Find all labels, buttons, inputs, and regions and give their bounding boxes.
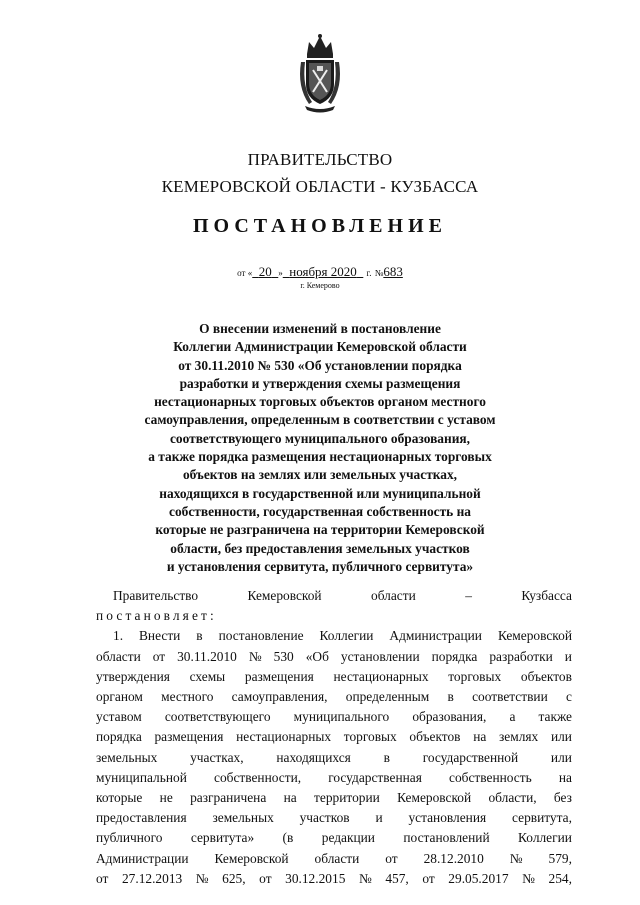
paragraph-line: порядка размещения нестационарных торговых объектов на землях или (96, 729, 572, 745)
paragraph-line: от 27.12.2013 № 625, от 30.12.2015 № 457, от 29.05.2017 № 254, (96, 870, 572, 886)
document-type-heading: ПОСТАНОВЛЕНИЕ (193, 215, 447, 237)
date-line (0, 264, 640, 280)
number-sign: № (374, 268, 384, 278)
date-from: от « (237, 268, 253, 278)
subject-line: разработки и утверждения схемы размещения (179, 375, 461, 391)
date-day: 20 (258, 264, 272, 279)
paragraph-line: земельных участках, находящихся в государственной или (96, 749, 572, 765)
document-body (96, 586, 572, 889)
paragraph-line: которые не разграничена на территории Кемеровской области, без (96, 790, 572, 806)
government-title-line2: КЕМЕРОВСКОЙ ОБЛАСТИ - КУЗБАССА (161, 177, 479, 196)
paragraph-line: области от 30.11.2010 № 530 «Об установлении порядка разработки и (96, 648, 572, 664)
date-close-quote: » (278, 268, 283, 278)
paragraph-line: Администрации Кемеровской области от 28.12.2010 № 579, (96, 850, 572, 866)
paragraph-1 (96, 626, 572, 889)
subject-line: О внесении изменений в постановление (199, 321, 441, 336)
paragraph-line: 1. Внести в постановление Коллегии Администрации Кемеровской (113, 628, 572, 644)
subject-line: самоуправления, определенным в соответствии с уставом (144, 412, 496, 428)
paragraph-line: уставом соответствующего муниципального образования, а также (96, 709, 572, 725)
subject-line: от 30.11.2010 № 530 «Об установлении порядка (178, 357, 462, 373)
coat-of-arms (297, 32, 343, 114)
subject-line: и установления сервитута, публичного сервитута» (166, 558, 474, 574)
date-month-year: ноября 2020 (289, 264, 357, 279)
subject-line: которые не разграничена на территории Кемеровской (155, 522, 485, 538)
subject-line: собственности, государственная собственность на (169, 503, 471, 519)
subject-line: соответствующего муниципального образования, (169, 430, 471, 446)
paragraph-line: утверждения схемы размещения нестационарных торговых объектов (96, 668, 572, 684)
subject-line: а также порядка размещения нестационарных торговых (148, 449, 492, 465)
document-subject (100, 320, 540, 576)
intro-line: Правительство Кемеровской области – Кузбасса (113, 588, 572, 603)
subject-line: области, без предоставления земельных участков (170, 540, 470, 556)
resolves-word: постановляет: (96, 608, 217, 624)
government-title-line1: ПРАВИТЕЛЬСТВО (247, 150, 393, 169)
subject-line: объектов на землях или земельных участках, (182, 467, 458, 483)
subject-line: Коллегии Администрации Кемеровской области (173, 339, 467, 355)
kemerovo-coat-of-arms-icon (297, 32, 343, 114)
paragraph-line: органом местного самоуправления, определенным в соответствии с (96, 689, 572, 705)
city-label: г. Кемерово (300, 281, 340, 290)
subject-line: находящихся в государственной или муниципальной (159, 485, 481, 501)
subject-line: нестационарных торговых объектов органом местного (154, 394, 486, 410)
paragraph-line: публичного сервитута» (в редакции постановлений Коллегии (96, 830, 572, 846)
date-year-suffix: г. (366, 268, 372, 278)
paragraph-line: муниципальной собственности, государственная собственность на (96, 769, 572, 785)
paragraph-line: предоставления земельных участков и установления сервитута, (96, 810, 572, 826)
document-number: 683 (383, 264, 403, 279)
